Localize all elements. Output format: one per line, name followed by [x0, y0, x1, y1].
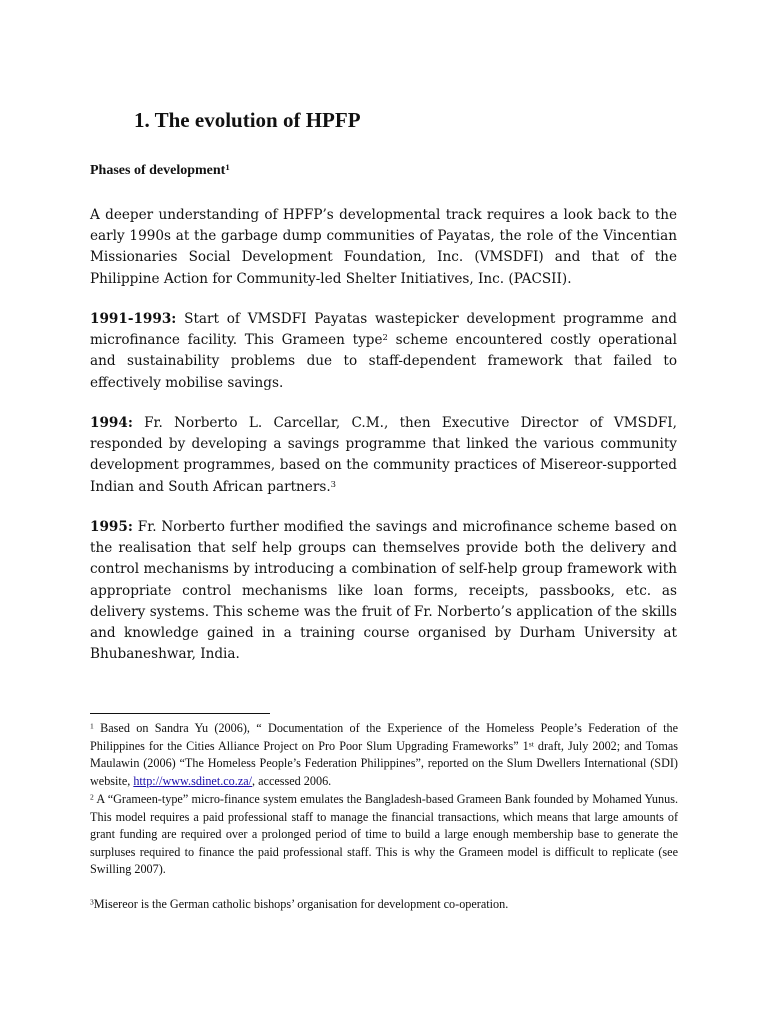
phase-text: Fr. Norberto further modified the savings and microfinance scheme based on the realisation that self help groups can themselves provide both the delivery and control mechanisms by introducing a combination of self-help group framework with appropriate control mechanisms like loan forms, receipts, passbooks, etc. as delivery systems. This scheme was the fruit of Fr. Norberto’s application of the skills and knowledge gained in a training course organised by Durham University at Bhubaneshwar, India.	[90, 519, 677, 663]
phase-1991-paragraph	[90, 309, 677, 394]
phase-1994-paragraph	[90, 413, 677, 498]
footnote-number: 2	[90, 792, 94, 802]
section-heading: 1. The evolution of HPFP	[134, 108, 361, 132]
footnote-number: 3	[90, 897, 94, 907]
phase-text: Fr. Norberto L. Carcellar, C.M., then Executive Director of VMSDFI, responded by developing a savings programme that linked the various community development programmes, based on the community practices of Misereor-supported Indian and South African partners.	[90, 415, 677, 495]
phase-text: Start of VMSDFI Payatas wastepicker development programme and microfinance facility. This Grameen type	[90, 311, 677, 349]
footnote-text: A “Grameen-type” micro-finance system emulates the Bangladesh-based Grameen Bank founded by Mohamed Yunus. This model requires a paid professional staff to manage the financial transactions, which means that large amounts of grant funding are required over a prolonged period of time to build a large enough membership base to generate the surpluses required to finance the paid professional staff. This is why the Grameen model is difficult to replicate (see Swilling 2007).	[90, 792, 678, 876]
phase-year: 1994:	[90, 415, 133, 431]
phase-1995-paragraph	[90, 517, 677, 665]
footnote-text-cont: draft, July 2002; and Tomas Maulawin (2006) “The Homeless People’s Federation Philippines”, reported on the Slum Dwellers International (SDI) website,	[90, 738, 678, 788]
ordinal-suffix: st	[528, 739, 534, 749]
footnote-text: Based on Sandra Yu (2006), “ Documentation of the Experience of the Homeless People’s Federation of the Philippines for the Cities Alliance Project on Pro Poor Slum Upgrading Frameworks” 1	[90, 721, 678, 753]
footnote-text-end: , accessed 2006.	[252, 773, 332, 788]
footnote-ref-3[interactable]: 3	[330, 478, 336, 489]
footnote-1	[90, 720, 678, 790]
phase-year: 1995:	[90, 519, 133, 535]
footnote-2	[90, 791, 678, 879]
subheading	[90, 163, 230, 179]
intro-paragraph: A deeper understanding of HPFP’s developmental track requires a look back to the early 1990s at the garbage dump communities of Payatas, the role of the Vincentian Missionaries Social Development Foundation, Inc. (VMSDFI) and that of the Philippine Action for Community-led Shelter Initiatives, Inc. (PACSII).	[90, 207, 677, 287]
phase-text-cont: scheme encountered costly operational and sustainability problems due to staff-dependent framework that failed to effectively mobilise savings.	[90, 332, 678, 391]
footnote-3	[90, 896, 678, 914]
footnote-ref-1[interactable]: 1	[225, 162, 230, 173]
footnote-number: 1	[90, 721, 94, 731]
phase-year: 1991-1993:	[90, 311, 177, 327]
footnote-ref-2[interactable]: 2	[382, 332, 388, 343]
sdi-website-link[interactable]: http://www.sdinet.co.za/	[133, 773, 253, 788]
subheading-text: Phases of development	[90, 163, 226, 178]
footnote-divider	[90, 713, 270, 714]
footnote-text: Misereor is the German catholic bishops’ organisation for development co-operation.	[93, 897, 509, 911]
